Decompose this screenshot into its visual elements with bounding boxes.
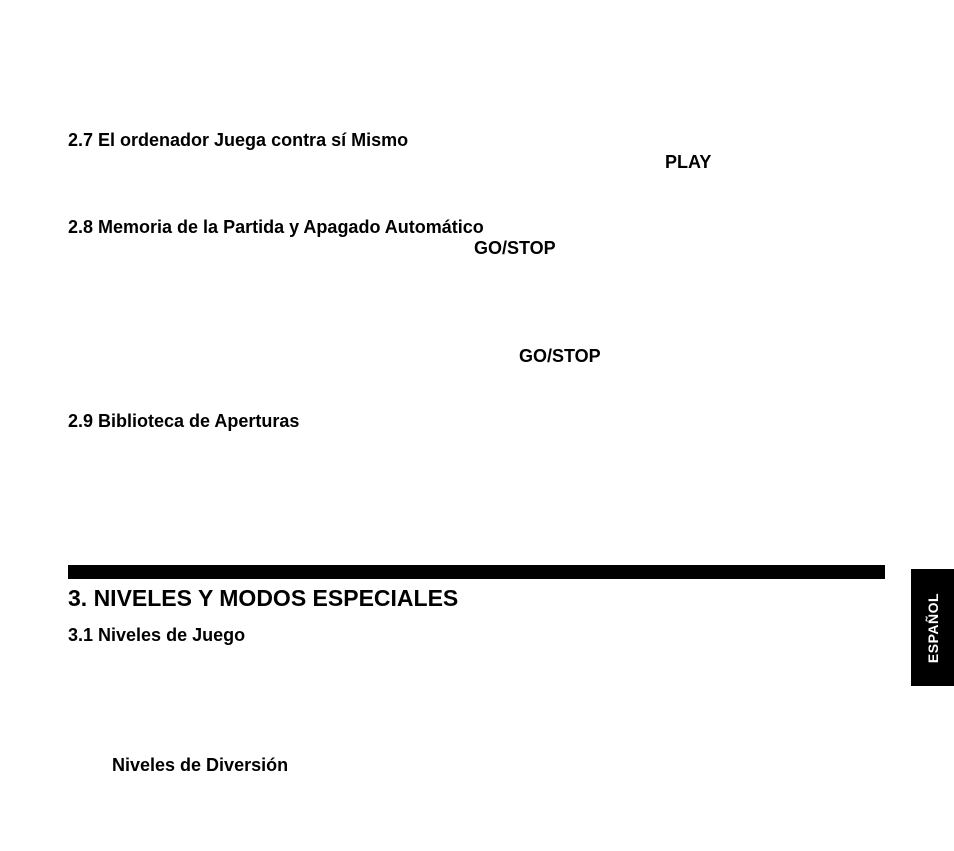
language-tab-label: ESPAÑOL [924,592,941,663]
go-stop-key-label-2: GO/STOP [519,346,601,366]
play-key-label: PLAY [665,152,712,172]
chapter-3-title: 3. NIVELES Y MODOS ESPECIALES [68,585,459,611]
language-tab [911,569,954,686]
section-2-7-heading: 2.7 El ordenador Juega contra sí Mismo [68,130,409,150]
section-2-9-heading: 2.9 Biblioteca de Aperturas [68,411,300,431]
fun-levels-subheading: Niveles de Diversión [112,755,289,775]
section-3-1-heading: 3.1 Niveles de Juego [68,625,246,645]
chapter-divider-bar [68,565,885,579]
section-2-8-heading: 2.8 Memoria de la Partida y Apagado Automático [68,217,484,237]
go-stop-key-label: GO/STOP [474,238,556,258]
